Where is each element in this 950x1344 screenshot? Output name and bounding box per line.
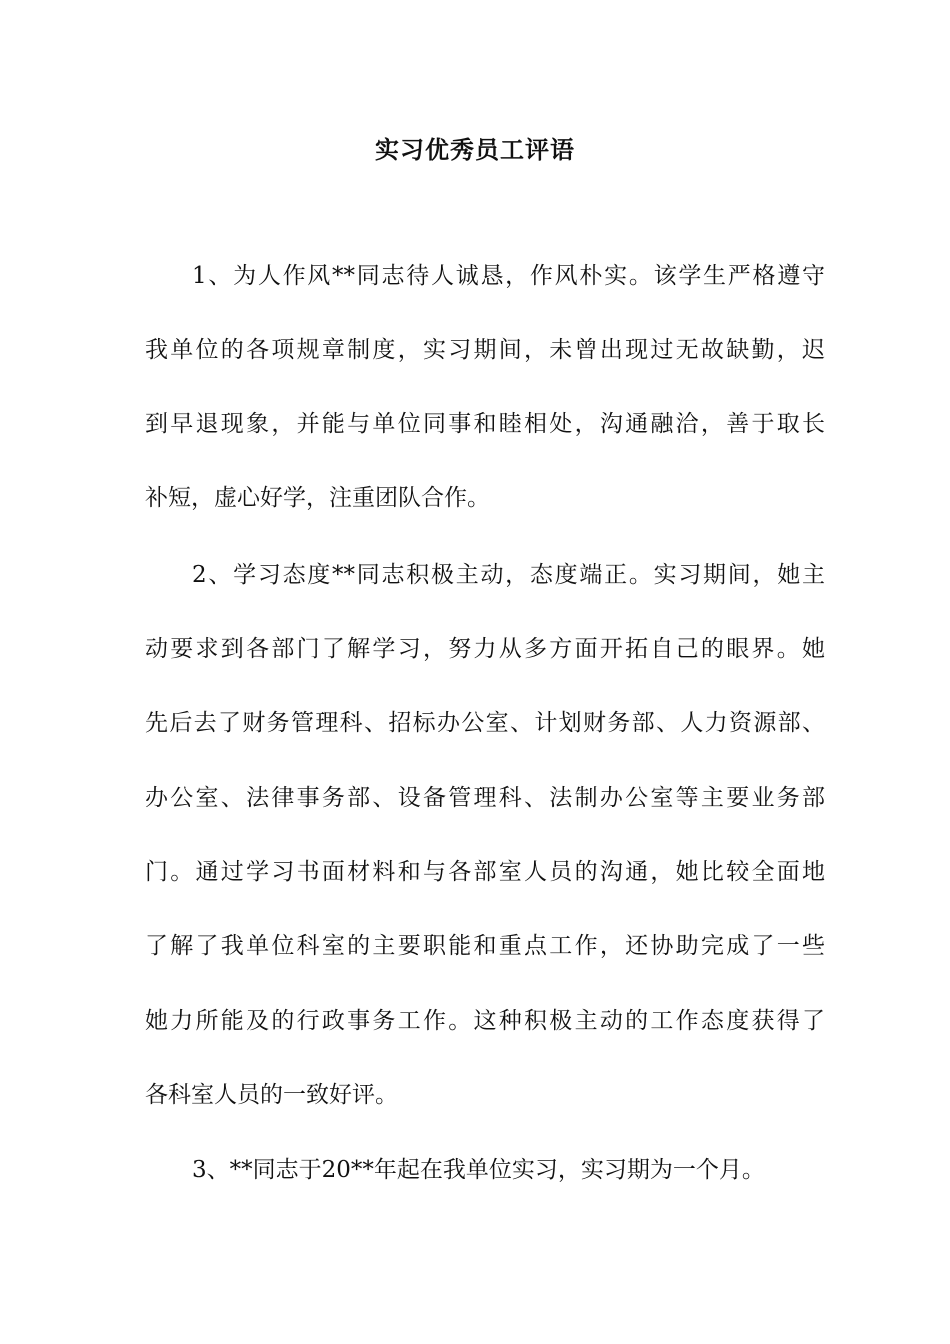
paragraph-2-line-6 [0,929,950,963]
paragraph-1-line-3 [0,407,950,441]
text-line: 先后去了财务管理科、招标办公室、计划财务部、人力资源部、 [145,710,825,736]
text-line: 我单位的各项规章制度，实习期间，未曾出现过无故缺勤，迟 [145,337,825,363]
text-line: 她力所能及的行政事务工作。这种积极主动的工作态度获得了 [145,1008,825,1034]
text-line: 办公室、法律事务部、设备管理科、法制办公室等主要业务部 [145,785,825,811]
text-line: 2、学习态度**同志积极主动，态度端正。实习期间，她主 [192,562,825,588]
text-line: 动要求到各部门了解学习，努力从多方面开拓自己的眼界。她 [145,636,825,662]
paragraph-2-line-4 [0,781,950,815]
paragraph-2-line-2 [0,632,950,666]
paragraph-2-line-3 [0,706,950,740]
paragraph-1-line-1 [0,259,950,293]
text-line: 1、为人作风**同志待人诚恳，作风朴实。该学生严格遵守 [192,263,825,289]
paragraph-2-line-7 [0,1004,950,1038]
paragraph-3-line-1 [0,1153,950,1187]
paragraph-1-line-4 [0,481,950,515]
paragraph-1-line-2 [0,333,950,367]
paragraph-2-line-5 [0,855,950,889]
text-line: 了解了我单位科室的主要职能和重点工作，还协助完成了一些 [145,933,825,959]
text-line: 补短，虚心好学，注重团队合作。 [145,485,490,511]
paragraph-2-line-8 [0,1078,950,1112]
text-line: 到早退现象，并能与单位同事和睦相处，沟通融洽，善于取长 [145,411,825,437]
text-line: 各科室人员的一致好评。 [145,1082,398,1108]
text-line: 3、**同志于20**年起在我单位实习，实习期为一个月。 [192,1157,765,1183]
document-title: 实习优秀员工评语 [375,135,575,164]
paragraph-2-line-1 [0,558,950,592]
text-line: 门。通过学习书面材料和与各部室人员的沟通，她比较全面地 [145,859,825,885]
